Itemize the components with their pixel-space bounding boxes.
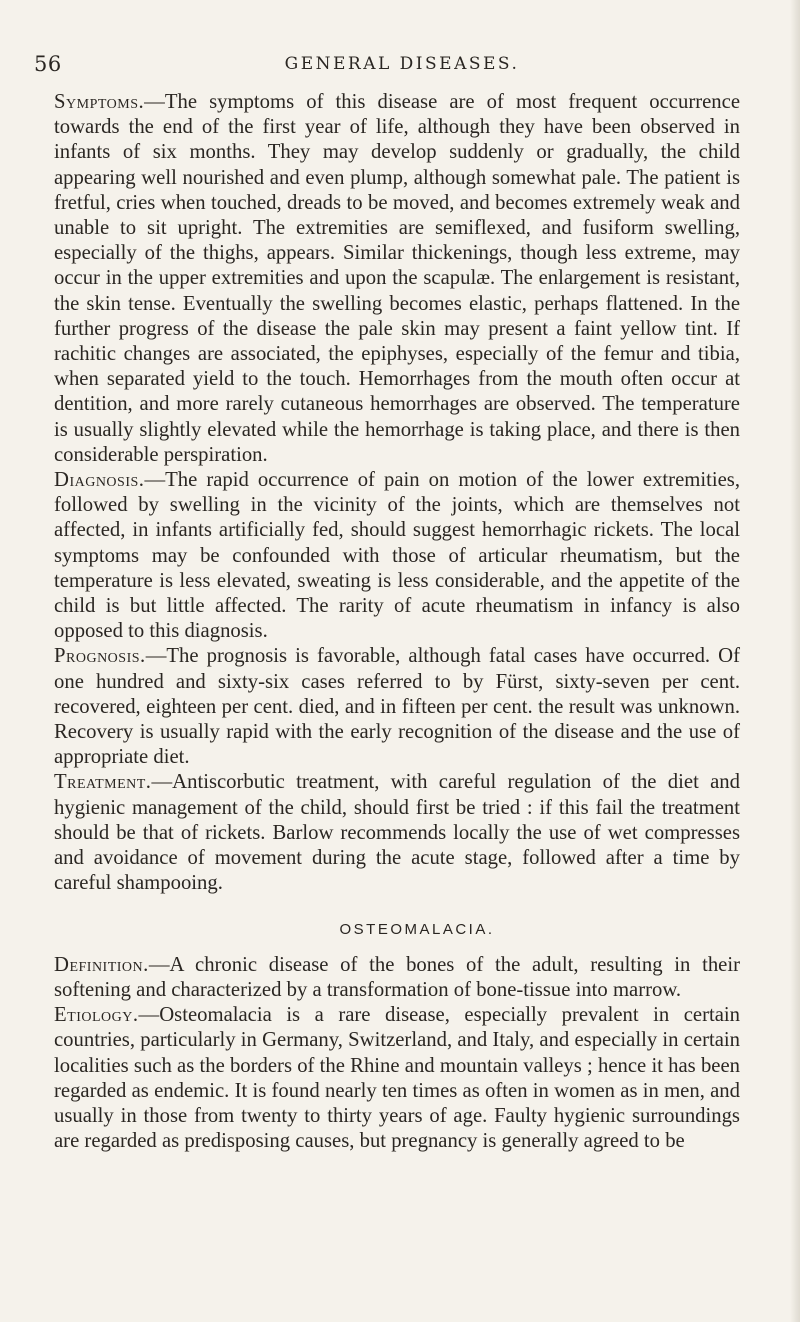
- paragraph-text: —Antiscorbutic treatment, with careful regulation of the diet and hygienic management of the child, should first be tried : if this fail the treatment should be that of rickets. Barlow recommends locally the use of wet compresses and avoidance of movement during the acute stage, followed after a time by careful shampooing.: [54, 771, 740, 895]
- paragraph-text: —A chronic disease of the bones of the adult, resulting in their softening and characterized by a transformation of bone-tissue into marrow.: [54, 953, 740, 1001]
- paragraph-label: Etiology.: [54, 1004, 139, 1027]
- paragraph-label: Diagnosis.: [54, 469, 145, 492]
- paragraph-label: Definition.: [54, 953, 149, 976]
- paragraph-text: —Osteomalacia is a rare disease, especially prevalent in certain countries, particularly in Germany, Switzerland, and Italy, and especially in certain localities such as the borders of the Rhine and mountain valleys ; hence it has been regarded as endemic. It is found nearly ten times as often in women as in men, and usually in those from twenty to thirty years of age. Faulty hygienic surroundings are regarded as predisposing causes, but pregnancy is generally agreed to be: [54, 1004, 740, 1153]
- paragraph-diagnosis: [54, 468, 740, 644]
- page-edge-shadow: [790, 0, 800, 1322]
- paragraph-label: Symptoms.: [54, 91, 145, 113]
- paragraph-treatment: [54, 770, 740, 896]
- paragraph-text: —The prognosis is favorable, although fatal cases have occurred. Of one hundred and sixty-six cases referred to by Fürst, sixty-seven per cent. recovered, eighteen per cent. died, and in fifteen per cent. the result was unknown. Recovery is usually rapid with the early recognition of the disease and the use of appropriate diet.: [54, 645, 740, 769]
- paragraph-etiology: [54, 1003, 740, 1154]
- paragraph-label: Prognosis.: [54, 645, 146, 668]
- paragraph-label: Treatment.: [54, 771, 152, 794]
- paragraph-symptoms: [54, 90, 740, 468]
- running-head: GENERAL DISEASES.: [284, 54, 520, 74]
- paragraph-definition: [54, 953, 740, 1003]
- body-text: [54, 90, 740, 1154]
- page-header: [34, 52, 754, 82]
- paragraph-text: —The rapid occurrence of pain on motion of the lower extremities, followed by swelling in the vicinity of the joints, which are themselves not affected, in infants artificially fed, should suggest hemorrhagic rickets. The local symptoms may be confounded with those of articular rheumatism, but the temperature is less elevated, sweating is less considerable, and the appetite of the child is but little affected. The rarity of acute rheumatism in infancy is also opposed to this diagnosis.: [54, 469, 740, 643]
- page-number: 56: [34, 52, 62, 76]
- paragraph-text: —The symptoms of this disease are of most frequent occurrence towards the end of the first year of life, although they have been observed in infants of six months. They may develop suddenly or gradually, the child appearing well nourished and even plump, although somewhat pale. The patient is fretful, cries when touched, dreads to be moved, and becomes extremely weak and unable to sit upright. The extremities are semiflexed, and fusiform swelling, especially of the thighs, appears. Similar thickenings, though less extreme, may occur in the upper extremities and upon the scapulæ. The enlargement is resistant, the skin tense. Eventually the swelling becomes elastic, perhaps flattened. In the further progress of the disease the pale skin may present a faint yellow tint. If rachitic changes are associated, the epiphyses, especially of the femur and tibia, when separated yield to the touch. Hemorrhages from the mouth often occur at dentition, and more rarely cutaneous hemorrhages are observed. The temperature is usually slightly elevated while the hemorrhage is taking place, and there is then considerable perspiration.: [54, 91, 740, 466]
- section-heading: OSTEOMALACIA.: [339, 920, 495, 938]
- paragraph-prognosis: [54, 644, 740, 770]
